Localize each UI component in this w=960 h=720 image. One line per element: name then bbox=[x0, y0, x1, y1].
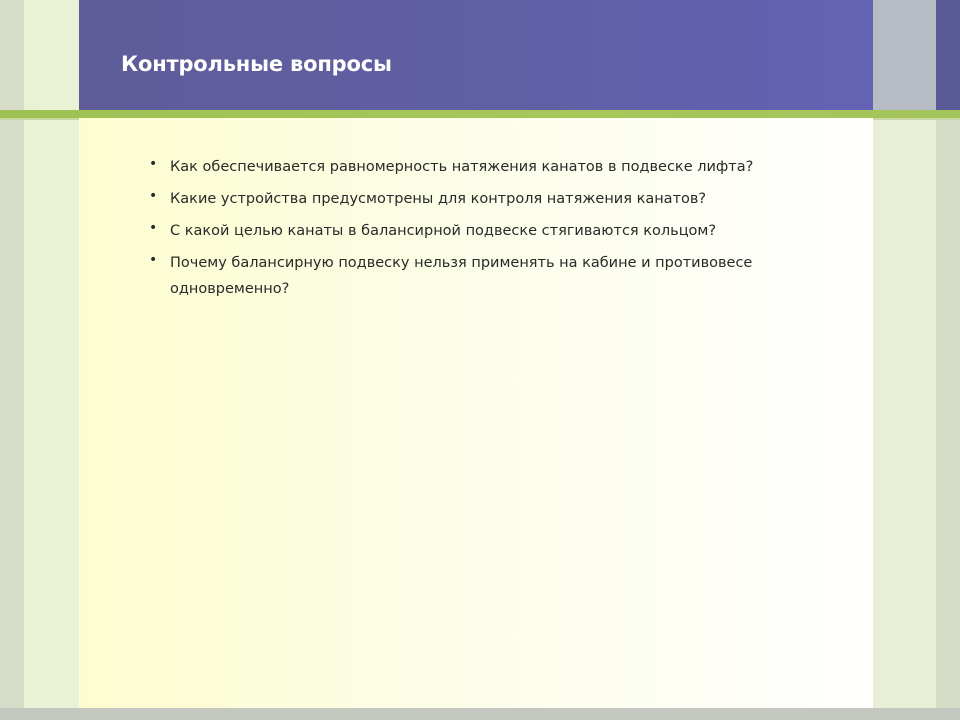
question-text: С какой целью канаты в балансирной подвеске стягиваются кольцом? bbox=[170, 223, 717, 239]
bullet-icon: • bbox=[149, 156, 158, 172]
question-item bbox=[146, 154, 846, 180]
accent-rule bbox=[0, 110, 960, 118]
bullet-icon: • bbox=[149, 220, 158, 236]
left-outer-stripe bbox=[0, 0, 24, 720]
left-inner-stripe bbox=[24, 0, 79, 720]
question-text: Почему балансирную подвеску нельзя применять на кабине и противовесе одновременно? bbox=[170, 255, 753, 297]
question-text: Как обеспечивается равномерность натяжения канатов в подвеске лифта? bbox=[170, 159, 754, 175]
bottom-bar bbox=[0, 708, 960, 720]
question-list bbox=[146, 154, 846, 308]
header-right-edge bbox=[936, 0, 960, 110]
header-right-block bbox=[873, 0, 936, 110]
question-item bbox=[146, 186, 846, 212]
question-text: Какие устройства предусмотрены для контроля натяжения канатов? bbox=[170, 191, 707, 207]
slide-title: Контрольные вопросы bbox=[121, 52, 392, 76]
bullet-icon: • bbox=[149, 188, 158, 204]
question-item bbox=[146, 218, 846, 244]
bullet-icon: • bbox=[149, 252, 158, 268]
question-item bbox=[146, 250, 846, 302]
